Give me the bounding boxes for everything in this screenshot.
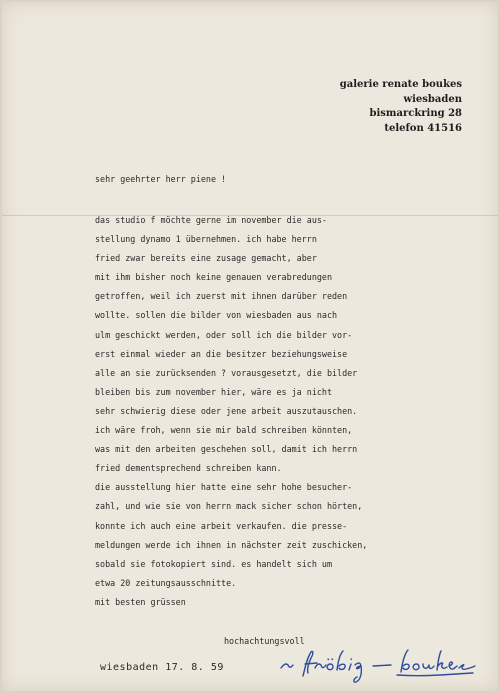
body-line: die ausstellung hier hatte eine sehr hohe besucher- bbox=[95, 482, 353, 493]
salutation: sehr geehrter herr piene ! bbox=[95, 174, 227, 184]
body-line: stellung dynamo 1 übernehmen. ich habe herrn bbox=[95, 234, 317, 245]
body-line: mit ihm bisher noch keine genauen verabredungen bbox=[95, 272, 332, 283]
letter-body bbox=[95, 211, 475, 612]
body-line: wollte. sollen die bilder von wiesbaden aus nach bbox=[95, 310, 338, 321]
body-line: ich wäre froh, wenn sie mir bald schreiben könnten, bbox=[95, 425, 353, 436]
body-line: meldungen werde ich ihnen in nächster zeit zuschicken, bbox=[95, 539, 368, 550]
body-line: fried dementsprechend schreiben kann. bbox=[95, 463, 282, 474]
closing: hochachtungsvoll bbox=[224, 636, 305, 646]
letterhead-street: bismarckring 28 bbox=[369, 108, 462, 119]
body-line: zahl, und wie sie von herrn mack sicher schon hörten, bbox=[95, 501, 363, 512]
body-line: konnte ich auch eine arbeit verkaufen. die presse- bbox=[95, 520, 348, 531]
body-line: fried zwar bereits eine zusage gemacht, aber bbox=[95, 253, 317, 264]
body-line: getroffen, weil ich zuerst mit ihnen darüber reden bbox=[95, 291, 348, 302]
letterhead-phone: telefon 41516 bbox=[384, 122, 462, 134]
body-line: erst einmal wieder an die besitzer beziehungsweise bbox=[95, 348, 348, 359]
body-line: mit besten grüssen bbox=[95, 596, 186, 607]
body-line: etwa 20 zeitungsausschnitte. bbox=[95, 577, 237, 588]
body-line: bleiben bis zum november hier, wäre es ja nicht bbox=[95, 386, 332, 397]
body-line: alle an sie zurücksenden ? vorausgesetzt, die bilder bbox=[95, 367, 358, 378]
letter-page bbox=[2, 2, 498, 691]
body-line: ulm geschickt werden, oder soll ich die bilder vor- bbox=[95, 329, 353, 340]
body-line: was mit den arbeiten geschehen soll, damit ich herrn bbox=[95, 444, 358, 455]
place-and-date: wiesbaden 17. 8. 59 bbox=[100, 662, 224, 673]
handwritten-signature bbox=[277, 646, 477, 686]
body-line: sehr schwierig diese oder jene arbeit auszutauschen. bbox=[95, 405, 358, 416]
body-line: das studio f möchte gerne im november die aus- bbox=[95, 215, 327, 225]
body-line: sobald sie fotokopiert sind. es handelt sich um bbox=[95, 558, 332, 569]
letterhead-city: wiesbaden bbox=[403, 93, 462, 105]
letterhead-gallery-name: galerie renate boukes bbox=[339, 79, 462, 90]
letterhead bbox=[282, 78, 462, 136]
